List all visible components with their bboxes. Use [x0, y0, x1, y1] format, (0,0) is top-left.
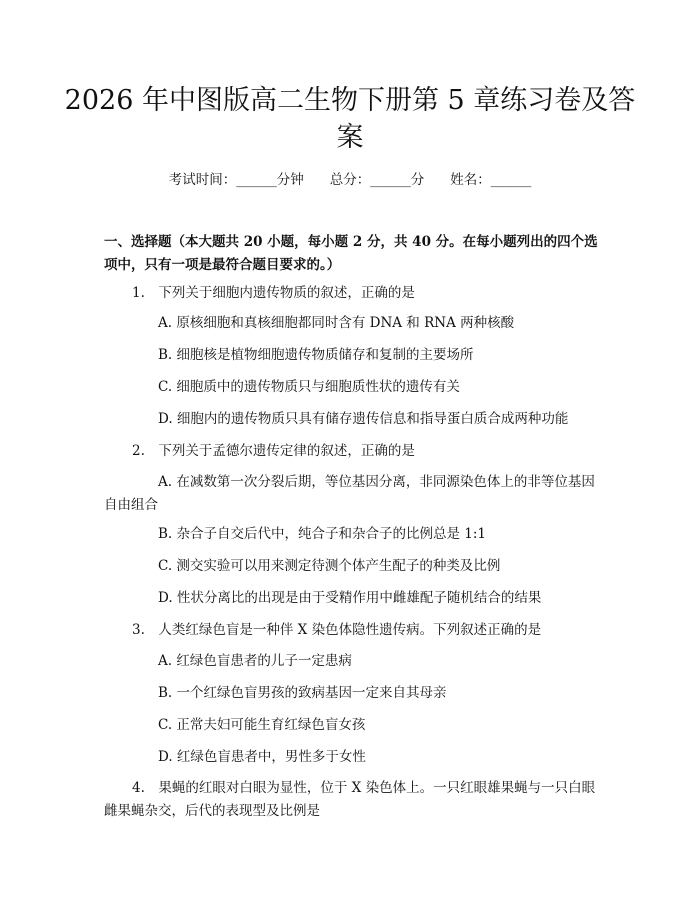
question-option: B. 一个红绿色盲男孩的致病基因一定来自其母亲: [158, 685, 447, 701]
question-option: C. 正常夫妇可能生育红绿色盲女孩: [158, 717, 366, 733]
exam-meta: [0, 170, 700, 190]
question-option: B. 细胞核是植物细胞遗传物质储存和复制的主要场所: [158, 347, 474, 363]
total-score: 总分：______分: [329, 172, 425, 188]
question-option: C. 细胞质中的遗传物质只与细胞质性状的遗传有关: [158, 379, 460, 395]
student-name: 姓名：______: [450, 172, 532, 188]
question-stem: 4. 果蝇的红眼对白眼为显性，位于 X 染色体上。一只红眼雄果蝇与一只白眼雌果蝇杂交，后代的表现型及比例是: [104, 780, 596, 819]
page-title: 2026 年中图版高二生物下册第 5 章练习卷及答案: [64, 85, 636, 153]
question-option: B. 杂合子自交后代中，纯合子和杂合子的比例总是 1:1: [158, 526, 487, 542]
question-stem: 3. 人类红绿色盲是一种伴 X 染色体隐性遗传病。下列叙述正确的是: [132, 622, 542, 638]
question-option: A. 原核细胞和真核细胞都同时含有 DNA 和 RNA 两种核酸: [158, 315, 515, 331]
question-option: D. 红绿色盲患者中，男性多于女性: [158, 749, 366, 765]
question-option: A. 在减数第一次分裂后期，等位基因分离，非同源染色体上的非等位基因自由组合: [104, 474, 595, 513]
section-heading: 一、选择题（本大题共 20 小题，每小题 2 分，共 40 分。在每小题列出的四个选项中，只有一项是最符合题目要求的。）: [104, 234, 598, 273]
question-stem: 2. 下列关于孟德尔遗传定律的叙述，正确的是: [132, 443, 415, 459]
question-option: D. 性状分离比的出现是由于受精作用中雌雄配子随机结合的结果: [158, 590, 542, 606]
exam-time: 考试时间：______分钟: [168, 172, 304, 188]
question-option: A. 红绿色盲患者的儿子一定患病: [158, 653, 352, 669]
question-option: D. 细胞内的遗传物质只具有储存遗传信息和指导蛋白质合成两种功能: [158, 411, 569, 427]
question-option: C. 测交实验可以用来测定待测个体产生配子的种类及比例: [158, 558, 501, 574]
question-stem: 1. 下列关于细胞内遗传物质的叙述，正确的是: [132, 285, 415, 301]
